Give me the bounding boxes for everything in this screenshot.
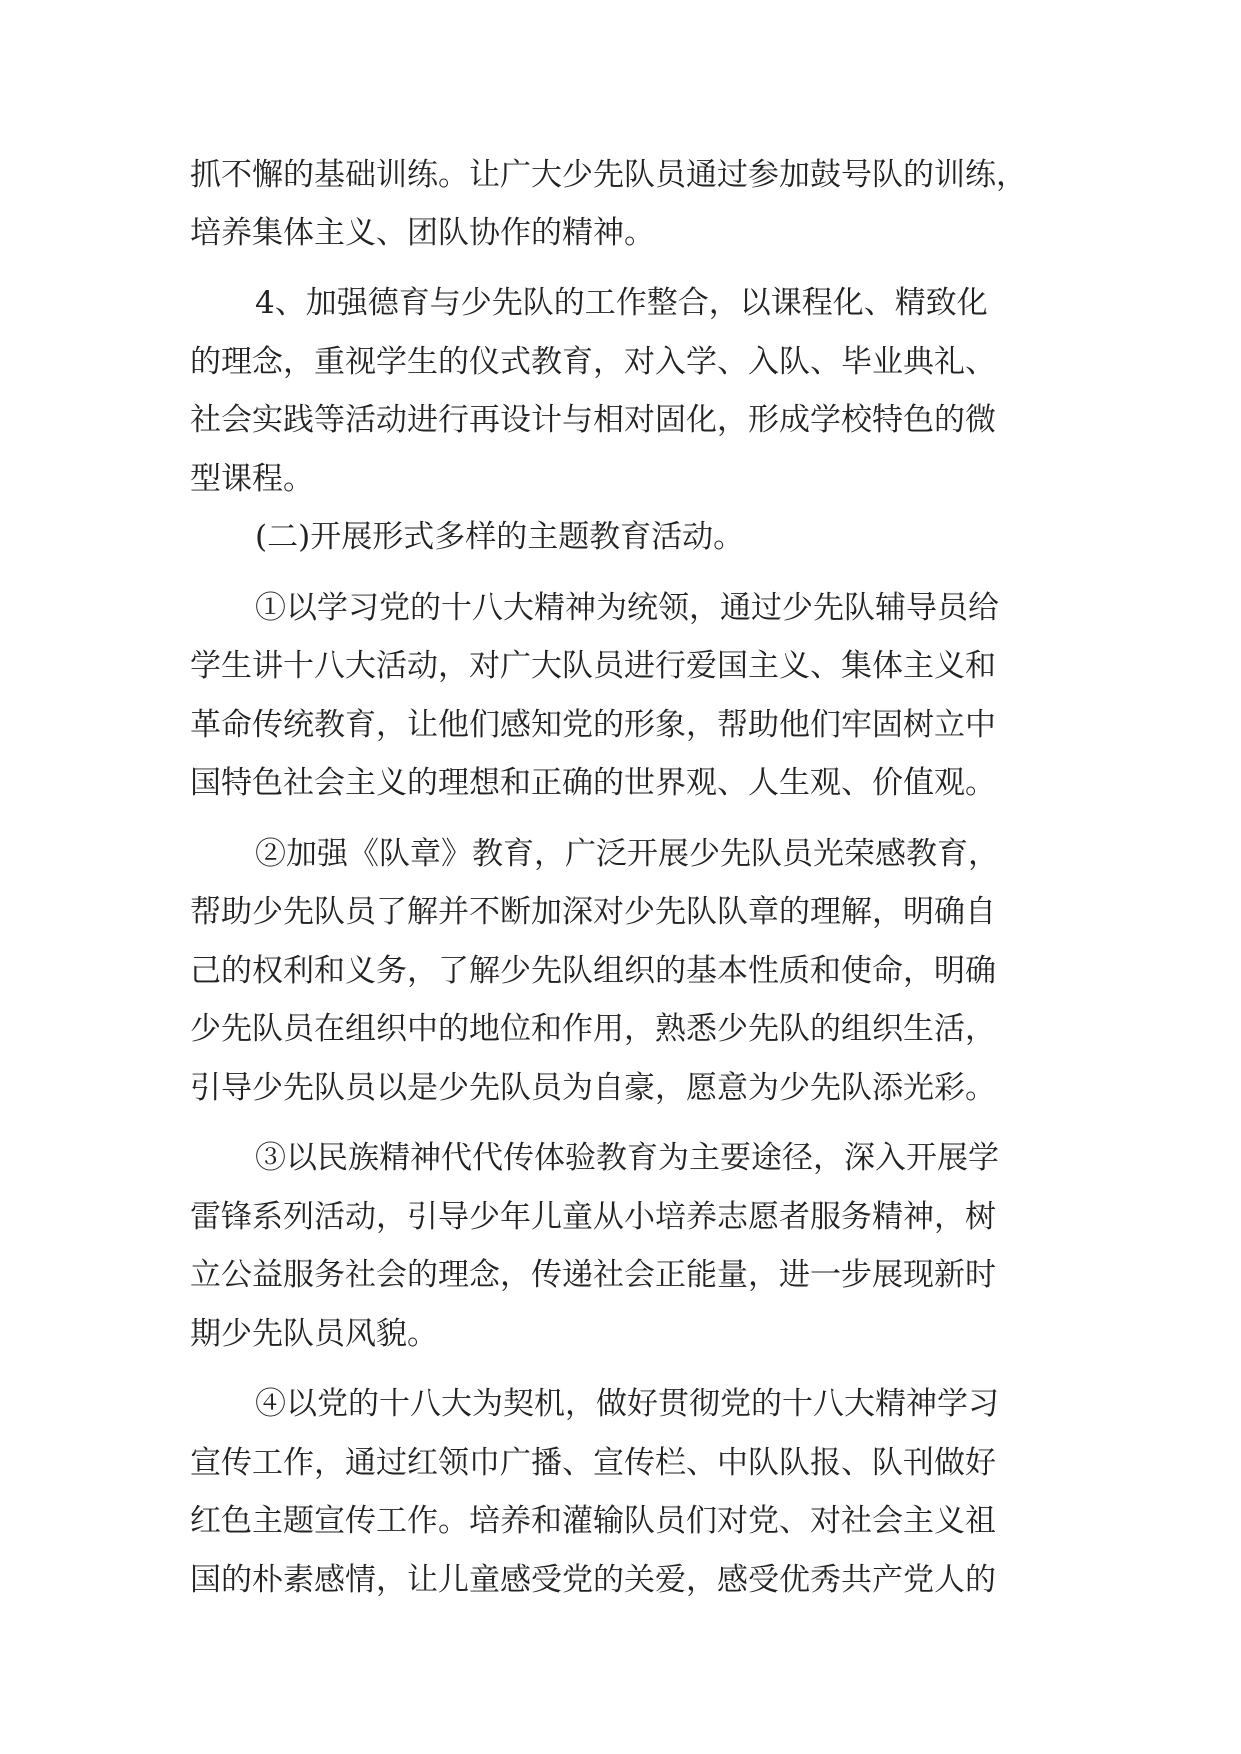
- text-line: 的理念，重视学生的仪式教育，对入学、入队、毕业典礼、: [190, 344, 996, 380]
- text-line: 社会实践等活动进行再设计与相对固化，形成学校特色的微: [190, 402, 996, 438]
- text-line: 己的权利和义务，了解少先队组织的基本性质和使命，明确: [190, 953, 996, 989]
- text-line: ④以党的十八大为契机，做好贯彻党的十八大精神学习: [255, 1386, 999, 1422]
- text-line: 红色主题宣传工作。培养和灌输队员们对党、对社会主义祖: [190, 1503, 996, 1539]
- text-line: 期少先队员风貌。: [190, 1316, 438, 1352]
- text-line: 立公益服务社会的理念，传递社会正能量，进一步展现新时: [190, 1257, 996, 1293]
- text-line: 帮助少先队员了解并不断加深对少先队队章的理解，明确自: [190, 894, 996, 930]
- text-line: 国的朴素感情，让儿童感受党的关爱，感受优秀共产党人的: [190, 1562, 996, 1598]
- text-line: ①以学习党的十八大精神为统领，通过少先队辅导员给: [255, 590, 999, 626]
- text-line: 少先队员在组织中的地位和作用，熟悉少先队的组织生活，: [190, 1011, 996, 1047]
- text-line: 国特色社会主义的理想和正确的世界观、人生观、价值观。: [190, 765, 996, 801]
- text-line: 宣传工作，通过红领巾广播、宣传栏、中队队报、队刊做好: [190, 1445, 996, 1481]
- text-line: ③以民族精神代代传体验教育为主要途径，深入开展学: [255, 1140, 999, 1176]
- text-line: 引导少先队员以是少先队员为自豪，愿意为少先队添光彩。: [190, 1070, 996, 1106]
- text-line: 抓不懈的基础训练。让广大少先队员通过参加鼓号队的训练，: [190, 157, 1027, 193]
- text-line: 培养集体主义、团队协作的精神。: [190, 215, 655, 251]
- text-line: ②加强《队章》教育，广泛开展少先队员光荣感教育，: [255, 836, 999, 872]
- text-line: 4、加强德育与少先队的工作整合，以课程化、精致化: [255, 285, 988, 321]
- text-line: 雷锋系列活动，引导少年儿童从小培养志愿者服务精神，树: [190, 1199, 996, 1235]
- text-line: 型课程。: [190, 461, 314, 497]
- text-line: (二)开展形式多样的主题教育活动。: [255, 519, 745, 555]
- text-line: 革命传统教育，让他们感知党的形象，帮助他们牢固树立中: [190, 707, 996, 743]
- text-line: 学生讲十八大活动，对广大队员进行爱国主义、集体主义和: [190, 648, 996, 684]
